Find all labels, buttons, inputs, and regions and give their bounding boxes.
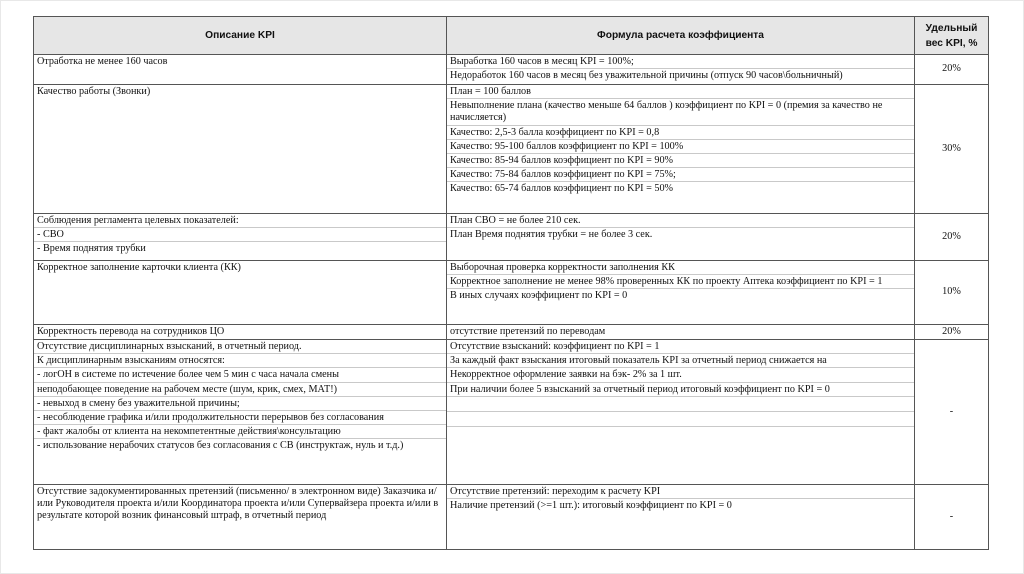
- formula-line: Качество: 65-74 баллов коэффициент по KPI = 50%: [450, 183, 674, 195]
- formula-cell: [447, 325, 915, 340]
- formula-cell: [447, 261, 915, 325]
- table-row: [34, 55, 989, 85]
- description-line: - невыход в смену без уважительной причины;: [34, 397, 446, 411]
- table-row: [34, 261, 989, 325]
- formula-line: Отсутствие претензий: переходим к расчету KPI: [447, 485, 914, 499]
- description-line: Корректность перевода на сотрудников ЦО: [37, 326, 225, 337]
- formula-cell: [447, 340, 915, 485]
- formula-line: План = 100 баллов: [447, 85, 914, 99]
- kpi-description-cell: [34, 214, 447, 261]
- formula-line: отсутствие претензий по переводам: [450, 326, 606, 337]
- table-header-row: [34, 17, 989, 55]
- header-formula: Формула расчета коэффициента: [447, 17, 915, 55]
- formula-cell: [447, 485, 915, 550]
- description-line: - использование нерабочих статусов без согласования с СВ (инструктаж, нуль и т.д.): [37, 440, 404, 452]
- formula-line: Качество: 85-94 баллов коэффициент по KPI = 90%: [447, 154, 914, 168]
- weight-cell: 20%: [915, 214, 989, 261]
- formula-cell: [447, 214, 915, 261]
- table-row: [34, 214, 989, 261]
- weight-cell: 20%: [915, 325, 989, 340]
- table-row: [34, 325, 989, 340]
- description-line: Корректное заполнение карточки клиента (КК): [37, 262, 241, 273]
- formula-cell: [447, 55, 915, 85]
- formula-line: Невыполнение плана (качество меньше 64 баллов ) коэффициент по KPI = 0 (премия за качество не начисляется): [447, 99, 914, 125]
- table-row: [34, 485, 989, 550]
- formula-line: Выборочная проверка корректности заполнения КК: [447, 261, 914, 275]
- formula-line: Некорректное оформление заявки на бэк- 2% за 1 шт.: [447, 368, 914, 382]
- formula-line: Качество: 2,5-3 балла коэффициент по KPI = 0,8: [447, 126, 914, 140]
- description-line: - факт жалобы от клиента на некомпетентные действия\консультацию: [34, 425, 446, 439]
- weight-cell: 30%: [915, 85, 989, 214]
- weight-cell: 10%: [915, 261, 989, 325]
- formula-line: Недоработок 160 часов в месяц без уважительной причины (отпуск 90 часов\больничный): [450, 70, 843, 82]
- description-line: Отработка не менее 160 часов: [37, 56, 168, 67]
- header-kpi-description: Описание KPI: [34, 17, 447, 55]
- header-weight: Удельный вес KPI, %: [915, 17, 989, 55]
- formula-line: Корректное заполнение не менее 98% проверенных КК по проекту Аптека коэффициент по KPI = 1: [447, 275, 914, 289]
- kpi-description-cell: [34, 261, 447, 325]
- formula-line: Качество: 75-84 баллов коэффициент по KPI = 75%;: [447, 168, 914, 182]
- weight-cell: -: [915, 485, 989, 550]
- formula-line: За каждый факт взыскания итоговый показатель KPI за отчетный период снижается на: [447, 354, 914, 368]
- kpi-description-cell: [34, 85, 447, 214]
- kpi-description-cell: [34, 485, 447, 550]
- formula-line: Отсутствие взысканий: коэффициент по KPI = 1: [447, 340, 914, 354]
- description-line: - СВО: [34, 228, 446, 242]
- table-row: [34, 340, 989, 485]
- kpi-description-cell: [34, 55, 447, 85]
- kpi-table: [33, 16, 989, 550]
- description-line: Отсутствие дисциплинарных взысканий, в отчетный период.: [34, 340, 446, 354]
- formula-line-empty: [447, 397, 914, 412]
- kpi-description-cell: [34, 325, 447, 340]
- table-row: [34, 85, 989, 214]
- weight-cell: -: [915, 340, 989, 485]
- description-line: - Время поднятия трубки: [37, 243, 146, 255]
- kpi-description-cell: [34, 340, 447, 485]
- formula-line-empty: [447, 427, 914, 441]
- formula-line: План СВО = не более 210 сек.: [447, 214, 914, 228]
- description-line: Отсутствие задокументированных претензий (письменно/ в электронном виде) Заказчика и/или Руководителя проекта и/или Координатора проекта и/или Супервайзера проекта и/или в результате которой возник финансовый штраф, в отчетный период: [37, 486, 439, 522]
- weight-cell: 20%: [915, 55, 989, 85]
- formula-line: Наличие претензий (>=1 шт.): итоговый коэффициент по KPI = 0: [450, 500, 732, 512]
- formula-line: Выработка 160 часов в месяц KPI = 100%;: [447, 55, 914, 69]
- formula-line: Качество: 95-100 баллов коэффициент по KPI = 100%: [447, 140, 914, 154]
- description-line: - несоблюдение графика и/или продолжительности перерывов без согласования: [34, 411, 446, 425]
- formula-line-empty: [447, 412, 914, 427]
- formula-cell: [447, 85, 915, 214]
- description-line: - логОН в системе по истечение более чем 5 мин с часа начала смены: [34, 368, 446, 382]
- formula-line: При наличии более 5 взысканий за отчетный период итоговый коэффициент по KPI = 0: [447, 383, 914, 397]
- formula-line: План Время поднятия трубки = не более 3 сек.: [450, 229, 653, 241]
- description-line: неподобающее поведение на рабочем месте (шум, крик, смех, МАТ!): [34, 383, 446, 397]
- formula-line: В иных случаях коэффициент по KPI = 0: [450, 290, 628, 302]
- description-line: Качество работы (Звонки): [37, 86, 151, 97]
- description-line: К дисциплинарным взысканиям относятся:: [34, 354, 446, 368]
- description-line: Соблюдения регламента целевых показателей:: [34, 214, 446, 228]
